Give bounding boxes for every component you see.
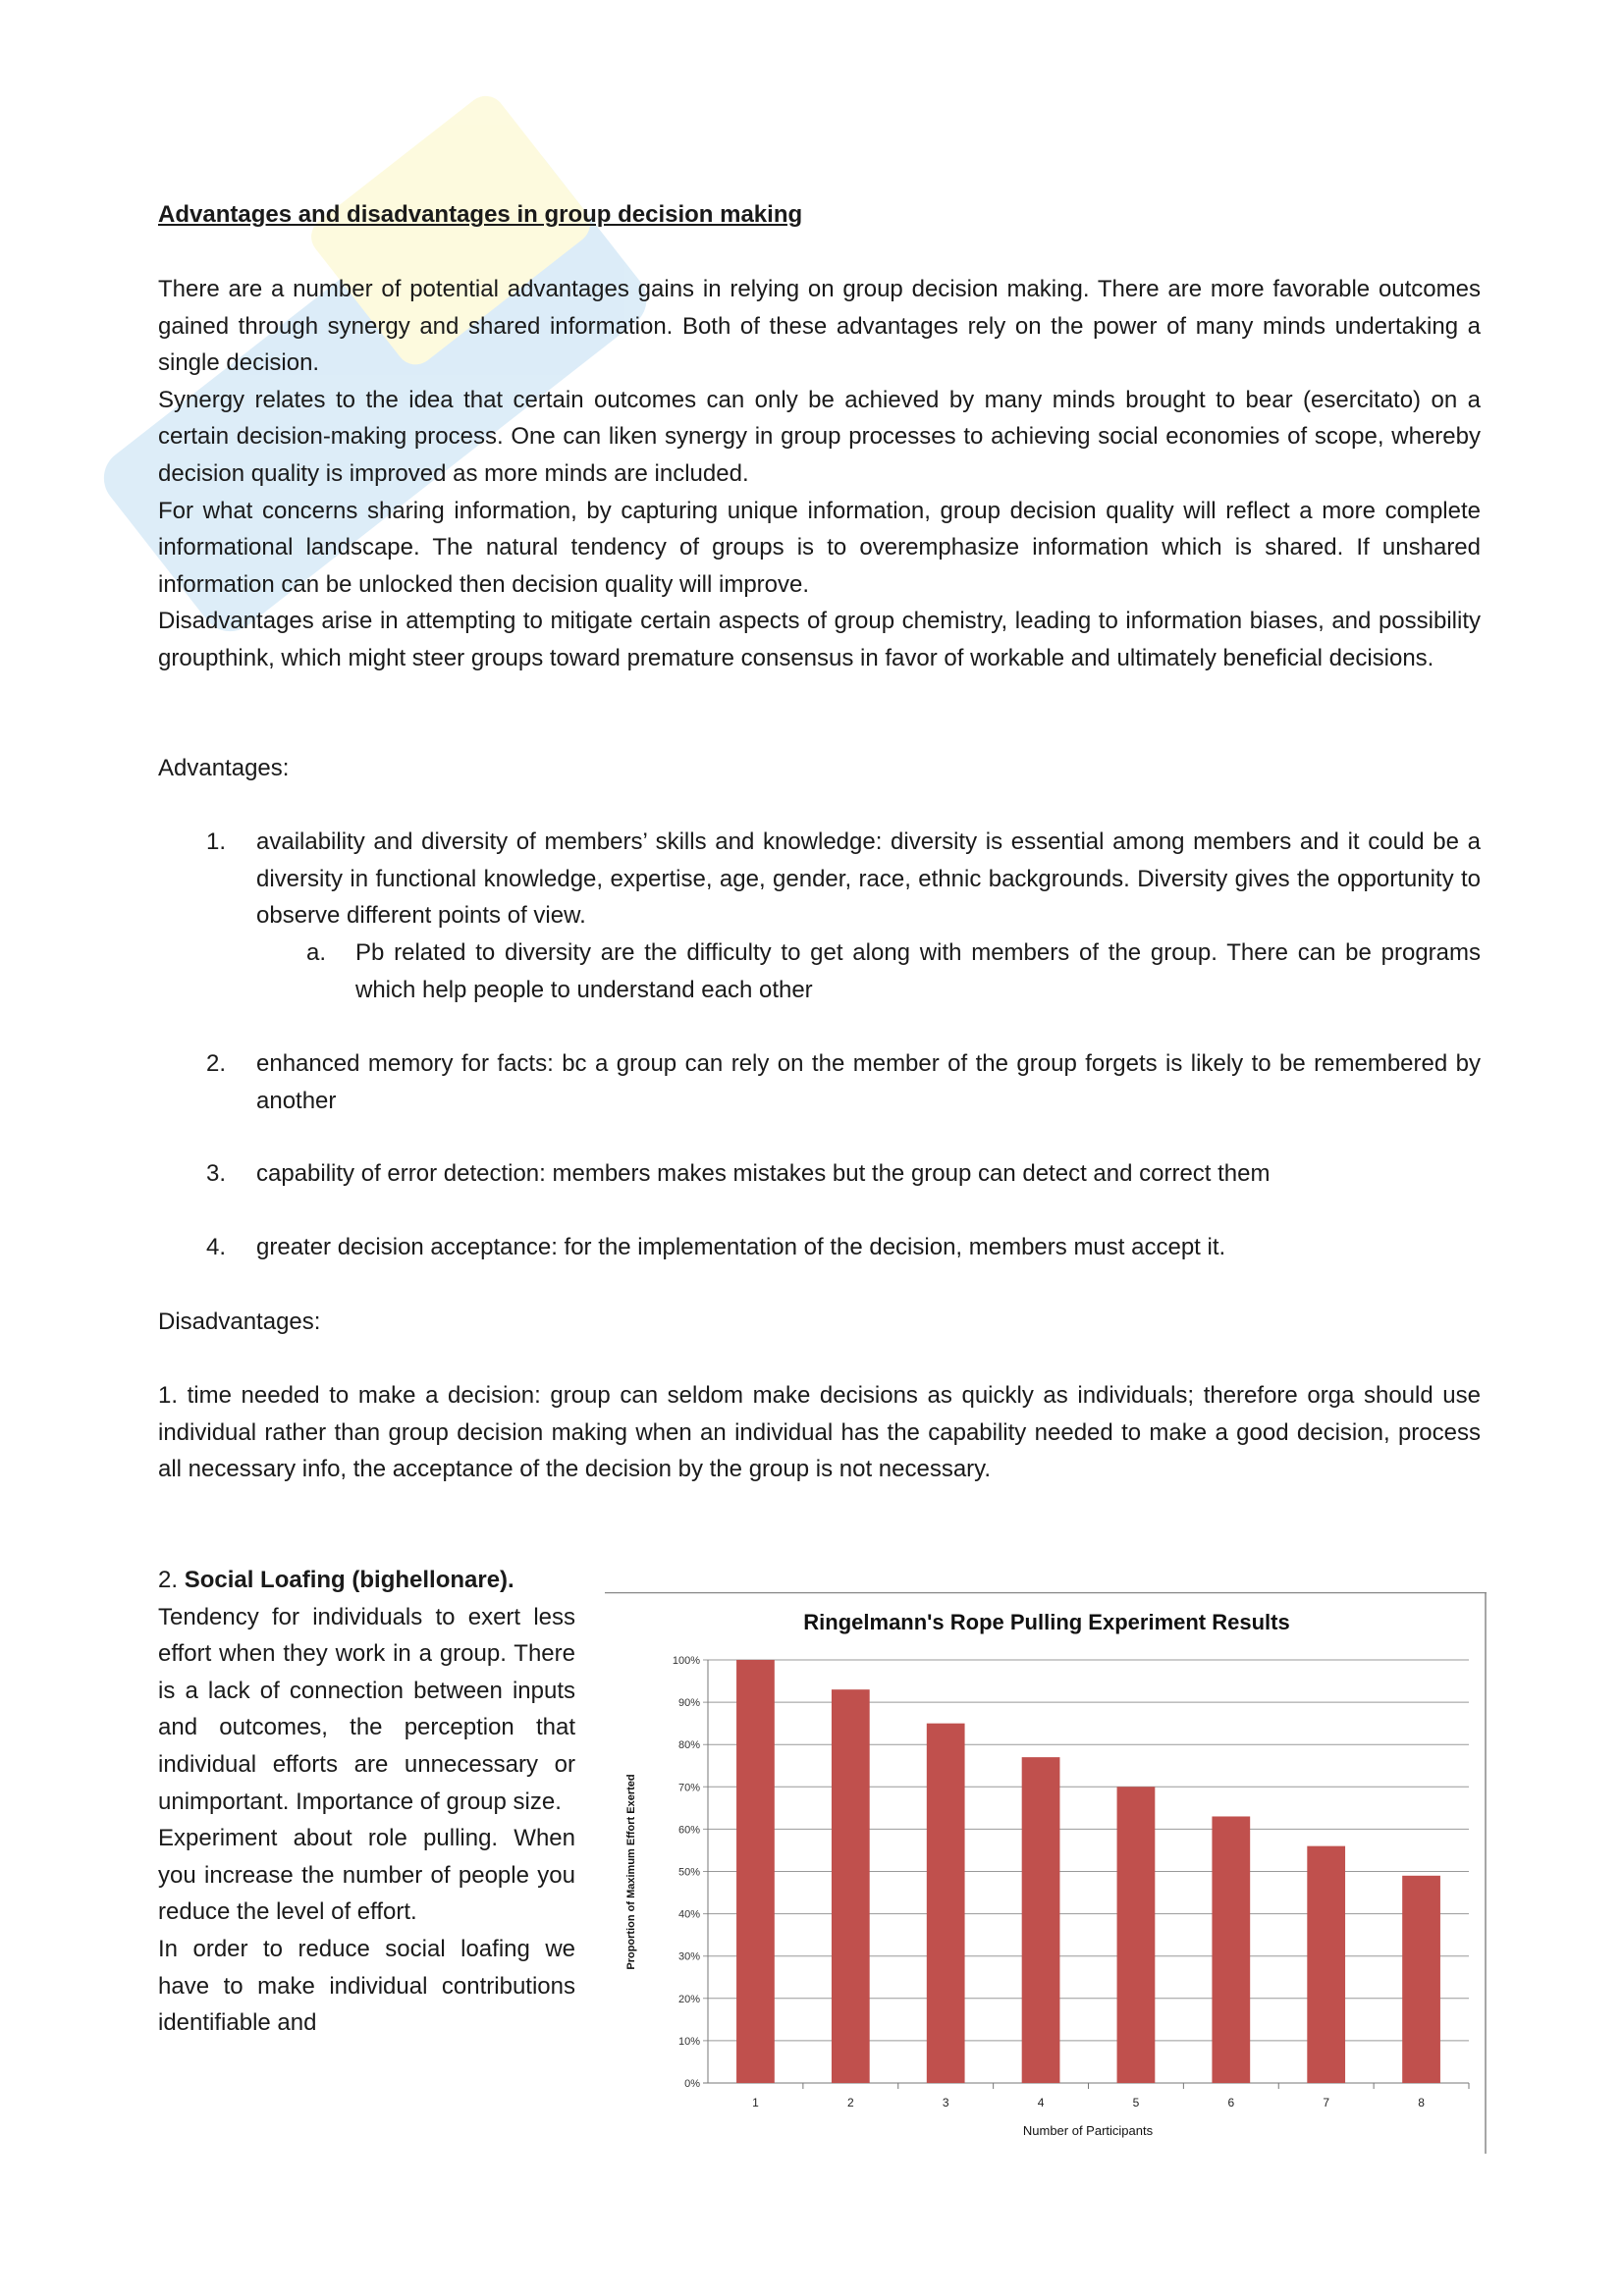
bar-2: [832, 1689, 870, 2083]
bar-1: [736, 1660, 775, 2083]
bar-5: [1117, 1787, 1156, 2083]
disadvantages-heading: Disadvantages:: [158, 1308, 321, 1335]
y-tick-label: 0%: [684, 2078, 700, 2090]
sublist-item: Pb related to diversity are the difficulty to get along with members of the group. There can be programs which help people to understand each other: [355, 939, 1481, 1003]
bar-8: [1402, 1876, 1440, 2083]
item-number: 2.: [158, 1567, 185, 1593]
social-loafing-paragraph: In order to reduce social loafing we have to make individual contributions identifiable and: [158, 1935, 575, 2037]
page-title: Advantages and disadvantages in group decision making: [158, 201, 803, 228]
y-tick-label: 50%: [677, 1866, 700, 1879]
sublist-letter: a.: [306, 939, 327, 966]
y-tick-label: 80%: [677, 1739, 700, 1752]
ringelmann-bar-chart: [605, 1592, 1488, 2154]
bar-7: [1307, 1846, 1345, 2083]
y-tick-label: 20%: [677, 1993, 700, 2005]
intro-paragraph: For what concerns sharing information, by capturing unique information, group decision quality will reflect a more complete informational landscape. The natural tendency of groups is to overemphasize information which is shared. If unshared information can be unlocked then decision quality will improve.: [158, 497, 1481, 598]
intro-section: [158, 271, 1481, 677]
social-loafing-paragraph: Tendency for individuals to exert less effort when they work in a group. There is a lack of connection between inputs and outcomes, the perception that individual efforts are unnecessary or unimportant. Importance of group size.: [158, 1603, 575, 1815]
x-axis-label: Number of Participants: [1022, 2123, 1154, 2138]
x-tick-label: 2: [846, 2096, 854, 2109]
bar-6: [1212, 1816, 1250, 2083]
intro-paragraph: Synergy relates to the idea that certain outcomes can only be achieved by many minds brought to bear (esercitato) on a certain decision-making process. One can liken synergy in group processes to achieving social economies of scope, whereby decision quality is improved as more minds are included.: [158, 386, 1481, 487]
y-tick-label: 30%: [677, 1950, 700, 1963]
social-loafing-paragraph: Experiment about role pulling. When you increase the number of people you reduce the level of effort.: [158, 1825, 575, 1926]
advantages-heading: Advantages:: [158, 755, 290, 781]
x-tick-label: 1: [752, 2096, 759, 2109]
x-tick-label: 5: [1132, 2096, 1140, 2109]
bar-3: [927, 1724, 965, 2083]
y-tick-label: 40%: [677, 1908, 700, 1921]
x-tick-label: 7: [1323, 2096, 1330, 2109]
y-tick-label: 60%: [677, 1824, 700, 1837]
x-tick-label: 6: [1227, 2096, 1235, 2109]
list-item: availability and diversity of members’ skills and knowledge: diversity is essential among members and it could be a diversity in functional knowledge, expertise, age, gender, race, ethnic backgrounds. Diversity gives the opportunity to observe different points of view.: [256, 828, 1481, 930]
list-item: greater decision acceptance: for the implementation of the decision, members must accept it.: [256, 1234, 1226, 1260]
list-number: 3.: [206, 1160, 227, 1187]
list-item: enhanced memory for facts: bc a group can rely on the member of the group forgets is likely to be remembered by another: [256, 1050, 1481, 1114]
list-item: capability of error detection: members makes mistakes but the group can detect and correct them: [256, 1160, 1271, 1187]
y-tick-label: 10%: [677, 2035, 700, 2048]
x-tick-label: 3: [942, 2096, 949, 2109]
social-loafing-heading: Social Loafing (bighellonare).: [184, 1567, 514, 1593]
bar-4: [1022, 1757, 1060, 2083]
list-number: 2.: [206, 1050, 227, 1077]
social-loafing-section: [158, 1562, 575, 2042]
list-number: 1.: [206, 828, 227, 855]
x-tick-label: 8: [1418, 2096, 1425, 2109]
intro-paragraph: There are a number of potential advantages gains in relying on group decision making. There are more favorable outcomes gained through synergy and shared information. Both of these advantages rely on the power of many minds undertaking a single decision.: [158, 276, 1481, 377]
y-axis-label: Proportion of Maximum Effort Exerted: [625, 1774, 637, 1970]
intro-paragraph: Disadvantages arise in attempting to mitigate certain aspects of group chemistry, leading to information biases, and possibility groupthink, which might steer groups toward premature consensus in favor of workable and ultimately beneficial decisions.: [158, 608, 1481, 671]
list-number: 4.: [206, 1234, 227, 1260]
y-tick-label: 90%: [677, 1697, 700, 1710]
x-tick-label: 4: [1037, 2096, 1045, 2109]
disadvantage-item: 1. time needed to make a decision: group can seldom make decisions as quickly as individuals; therefore orga should use individual rather than group decision making when an individual has the capability needed to make a good decision, process all necessary info, the acceptance of the decision by the group is not necessary.: [158, 1382, 1481, 1483]
y-tick-label: 100%: [672, 1655, 700, 1667]
y-tick-label: 70%: [677, 1782, 700, 1794]
chart-title: Ringelmann's Rope Pulling Experiment Results: [803, 1610, 1290, 1634]
